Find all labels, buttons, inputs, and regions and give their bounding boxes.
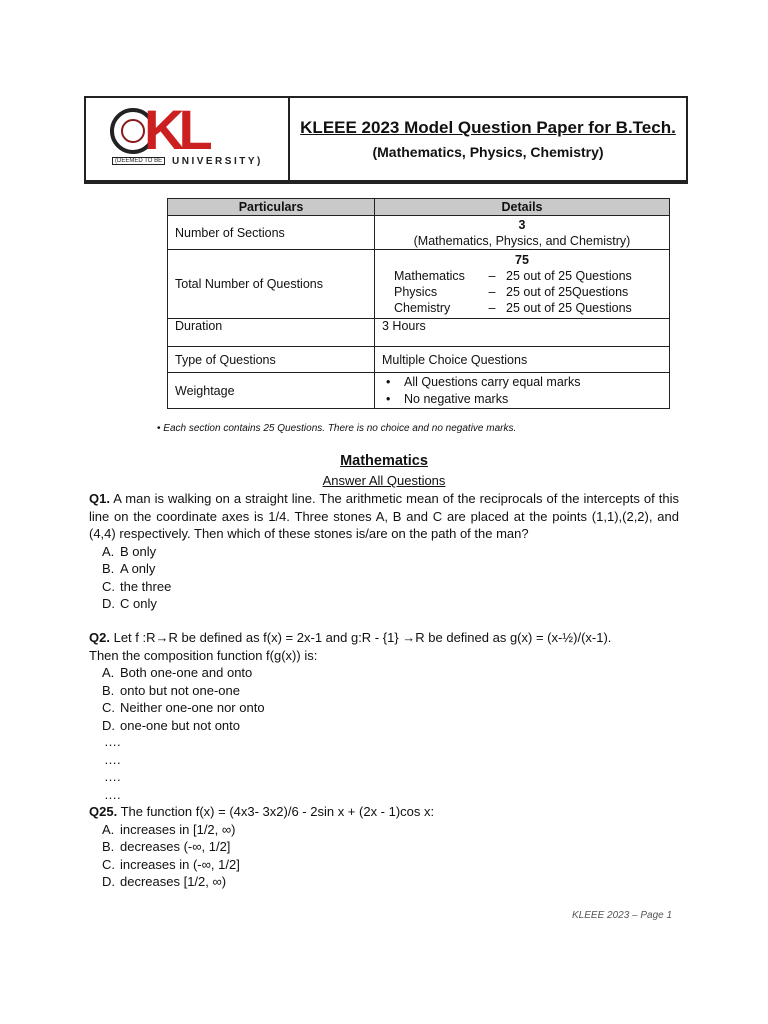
page-title: KLEEE 2023 Model Question Paper for B.Tech. (300, 118, 676, 137)
option (89, 873, 679, 891)
question-1 (89, 490, 679, 613)
question-2 (89, 629, 679, 734)
options-list (89, 664, 679, 734)
option-text: the three (120, 578, 172, 594)
breakdown-subject: Chemistry (394, 301, 451, 315)
header-box (84, 96, 688, 184)
weightage-point: • No negative marks (382, 391, 662, 408)
questions-total: 75 (515, 253, 529, 267)
row-value-sections (375, 216, 670, 250)
logo-university: UNIVERSITY) (172, 156, 263, 167)
question-25 (89, 803, 679, 891)
options-list (89, 543, 679, 613)
option-text: increases in (-∞, 1/2] (120, 856, 240, 872)
breakdown-subject: Mathematics (394, 269, 465, 283)
sections-count: 3 (518, 217, 526, 232)
row-label-sections: Number of Sections (168, 216, 375, 250)
breakdown-row (382, 284, 662, 300)
question-text: A man is walking on a straight line. The arithmetic mean of the reciprocals of the intercepts of this line on the coordinate axes is 1/4. Three stones A, B and C are placed at the points (1,1),(2,2), and (4,4) respectively. Then which of these stones is/are on the path of the man? (89, 491, 679, 541)
header-divider (86, 180, 686, 183)
page-footer: KLEEE 2023 – Page 1 (572, 910, 673, 921)
option-label: D. (102, 717, 115, 733)
option-text: one-one but not onto (120, 717, 240, 733)
question-number: Q1. (89, 491, 110, 506)
option (89, 717, 679, 735)
option (89, 838, 679, 856)
question-text: Let f :R→R be defined as f(x) = 2x-1 and g:R - {1} →R be defined as g(x) = (x-½)/(x-1). (113, 630, 612, 645)
options-list (89, 821, 679, 891)
breakdown-row (382, 268, 662, 284)
question-text: The function f(x) = (4x3- 3x2)/6 - 2sin x + (2x - 1)cos x: (120, 804, 435, 819)
row-label-duration: Duration (168, 319, 375, 347)
option-label: D. (102, 874, 115, 889)
omitted-questions (104, 733, 121, 803)
question-text-continued: Then the composition function f(g(x)) is: (89, 647, 318, 663)
option-text: A only (120, 561, 156, 576)
breakdown-text: 25 out of 25Questions (506, 285, 629, 299)
option-text: increases in [1/2, ∞) (120, 821, 236, 837)
breakdown-dash: – (488, 285, 496, 299)
breakdown-row (382, 300, 662, 316)
option-label: A. (102, 543, 115, 559)
breakdown-text: 25 out of 25 Questions (506, 301, 632, 315)
ellipsis-line: …. (104, 786, 121, 802)
section-title: Mathematics (340, 453, 428, 469)
table-header: Details (375, 199, 670, 216)
option (89, 543, 679, 561)
option-label: B. (102, 561, 115, 576)
option-text: decreases [1/2, ∞) (120, 874, 227, 889)
logo-tagline: (DEEMED TO BE (112, 157, 165, 165)
section-instruction: Answer All Questions (322, 473, 446, 488)
row-label-questions: Total Number of Questions (168, 250, 375, 319)
option-text: C only (120, 596, 157, 611)
particulars-table (167, 198, 670, 409)
option-label: A. (102, 821, 115, 837)
option-text: B only (120, 543, 157, 559)
logo-letters: KL (144, 98, 207, 161)
row-value-questions (375, 250, 670, 319)
option-label: B. (102, 839, 115, 854)
option-label: B. (102, 682, 115, 698)
weightage-point: • All Questions carry equal marks (382, 374, 662, 391)
option (89, 664, 679, 682)
question-number: Q2. (89, 630, 110, 645)
option (89, 699, 679, 717)
option-text: onto but not one-one (120, 682, 240, 698)
page-subtitle: (Mathematics, Physics, Chemistry) (372, 144, 604, 160)
option-text: Both one-one and onto (120, 665, 253, 680)
option (89, 856, 679, 874)
row-value-duration: 3 Hours (375, 319, 670, 347)
question-number: Q25. (89, 804, 118, 819)
option (89, 821, 679, 839)
ellipsis-line: …. (104, 769, 121, 784)
option-label: A. (102, 665, 115, 680)
option (89, 595, 679, 613)
logo (86, 98, 290, 182)
row-label-weightage: Weightage (168, 373, 375, 409)
row-value-weightage (375, 373, 670, 409)
option (89, 578, 679, 596)
breakdown-subject: Physics (394, 285, 438, 299)
ellipsis-line: …. (104, 734, 121, 749)
option (89, 560, 679, 578)
option-label: D. (102, 596, 115, 611)
sections-detail: (Mathematics, Physics, and Chemistry) (413, 233, 631, 248)
breakdown-text: 25 out of 25 Questions (506, 269, 632, 283)
row-label-type: Type of Questions (168, 347, 375, 373)
section-note: • Each section contains 25 Questions. There is no choice and no negative marks. (157, 423, 516, 434)
breakdown-dash: – (488, 269, 496, 283)
option-label: C. (102, 856, 115, 872)
breakdown-dash: – (488, 301, 496, 315)
ellipsis-line: …. (104, 751, 121, 767)
option-text: decreases (-∞, 1/2] (120, 839, 231, 854)
row-value-type: Multiple Choice Questions (375, 347, 670, 373)
option-label: C. (102, 700, 115, 715)
option-text: Neither one-one nor onto (120, 700, 265, 715)
option-label: C. (102, 578, 115, 594)
option (89, 682, 679, 700)
table-header: Particulars (168, 199, 375, 216)
